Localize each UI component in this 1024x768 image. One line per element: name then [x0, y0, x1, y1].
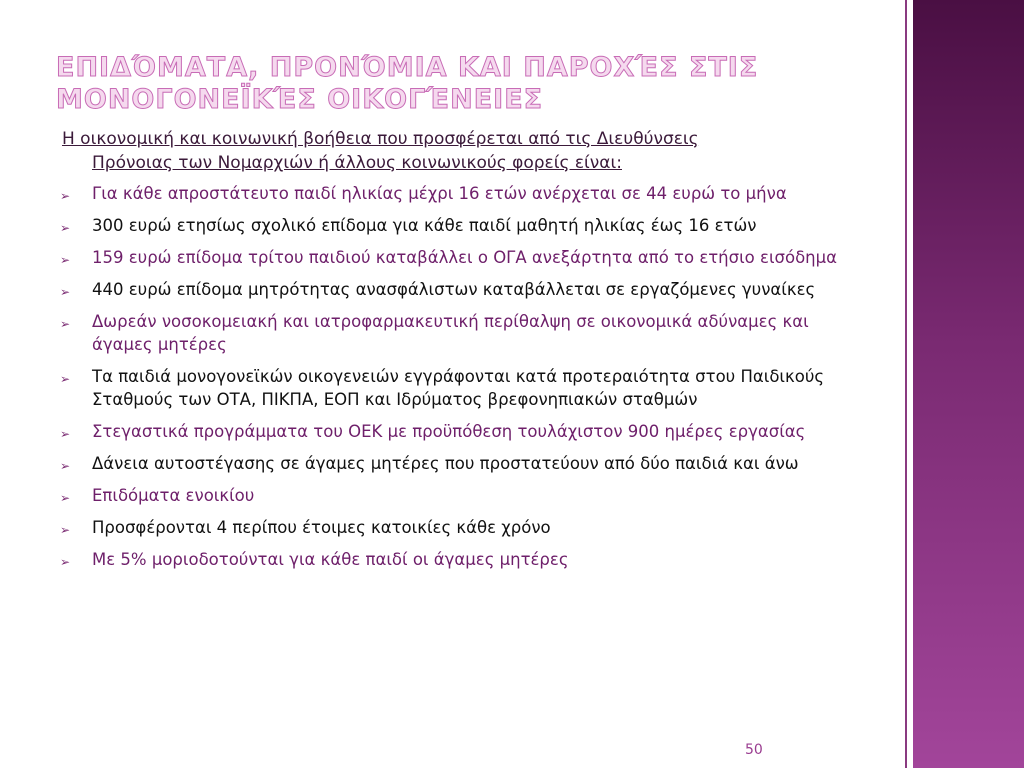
decorative-sidebar: [913, 0, 1024, 768]
sidebar-divider: [905, 0, 907, 768]
benefits-list: [60, 182, 860, 580]
intro-text: [62, 127, 852, 175]
arrow-bullet-icon: ➢: [60, 523, 71, 537]
list-item: ➢ Τα παιδιά μονογονεϊκών οικογενειών εγγράφονται κατά προτεραιότητα στου Παιδικούς Σταθμούς των ΟΤΑ, ΠΙΚΠΑ, ΕΟΠ και Ιδρύματος βρεφονηπιακών σταθμών: [60, 367, 825, 409]
list-item: ➢ 440 ευρώ επίδομα μητρότητας ανασφάλιστων καταβάλλεται σε εργαζόμενες γυναίκες: [60, 278, 860, 301]
intro-line-2: Πρόνοιας των Νομαρχιών ή άλλους κοινωνικούς φορείς είναι:: [92, 153, 622, 173]
arrow-bullet-icon: ➢: [60, 221, 71, 235]
page-number: 50: [745, 742, 763, 758]
list-item: ➢ 159 ευρώ επίδομα τρίτου παιδιού καταβάλλει ο ΟΓΑ ανεξάρτητα από το ετήσιο εισόδημα: [60, 246, 860, 269]
arrow-bullet-icon: ➢: [60, 372, 71, 386]
list-item: ➢ 300 ευρώ ετησίως σχολικό επίδομα για κάθε παιδί μαθητή ηλικίας έως 16 ετών: [60, 214, 860, 237]
arrow-bullet-icon: ➢: [60, 189, 71, 203]
arrow-bullet-icon: ➢: [60, 317, 71, 331]
arrow-bullet-icon: ➢: [60, 427, 71, 441]
arrow-bullet-icon: ➢: [60, 491, 71, 505]
arrow-bullet-icon: ➢: [60, 555, 71, 569]
arrow-bullet-icon: ➢: [60, 285, 71, 299]
list-item: ➢ Δάνεια αυτοστέγασης σε άγαμες μητέρες που προστατεύουν από δύο παιδιά και άνω: [60, 452, 860, 475]
arrow-bullet-icon: ➢: [60, 253, 71, 267]
list-item: ➢ Για κάθε απροστάτευτο παιδί ηλικίας μέχρι 16 ετών ανέρχεται σε 44 ευρώ το μήνα: [60, 182, 860, 205]
list-item: ➢ Επιδόματα ενοικίου: [60, 484, 860, 507]
list-item: ➢ Στεγαστικά προγράμματα του ΟΕΚ με προϋπόθεση τουλάχιστον 900 ημέρες εργασίας: [60, 420, 860, 443]
intro-line-1: Η οικονομική και κοινωνική βοήθεια που προσφέρεται από τις Διευθύνσεις: [62, 129, 699, 149]
arrow-bullet-icon: ➢: [60, 459, 71, 473]
list-item: ➢ Δωρεάν νοσοκομειακή και ιατροφαρμακευτική περίθαλψη σε οικονομικά αδύναμες και άγαμες μητέρες: [60, 312, 809, 354]
list-item: ➢ Με 5% μοριοδοτούνται για κάθε παιδί οι άγαμες μητέρες: [60, 548, 860, 571]
slide-title: ΕΠΙΔΌΜΑΤΑ, ΠΡΟΝΌΜΙΑ ΚΑΙ ΠΑΡΟΧΈΣ ΣΤΙΣ ΜΟΝΟΓΟΝΕΪΚΈΣ ΟΙΚΟΓΈΝΕΙΕΣ: [56, 52, 759, 115]
list-item: ➢ Προσφέρονται 4 περίπου έτοιμες κατοικίες κάθε χρόνο: [60, 516, 860, 539]
